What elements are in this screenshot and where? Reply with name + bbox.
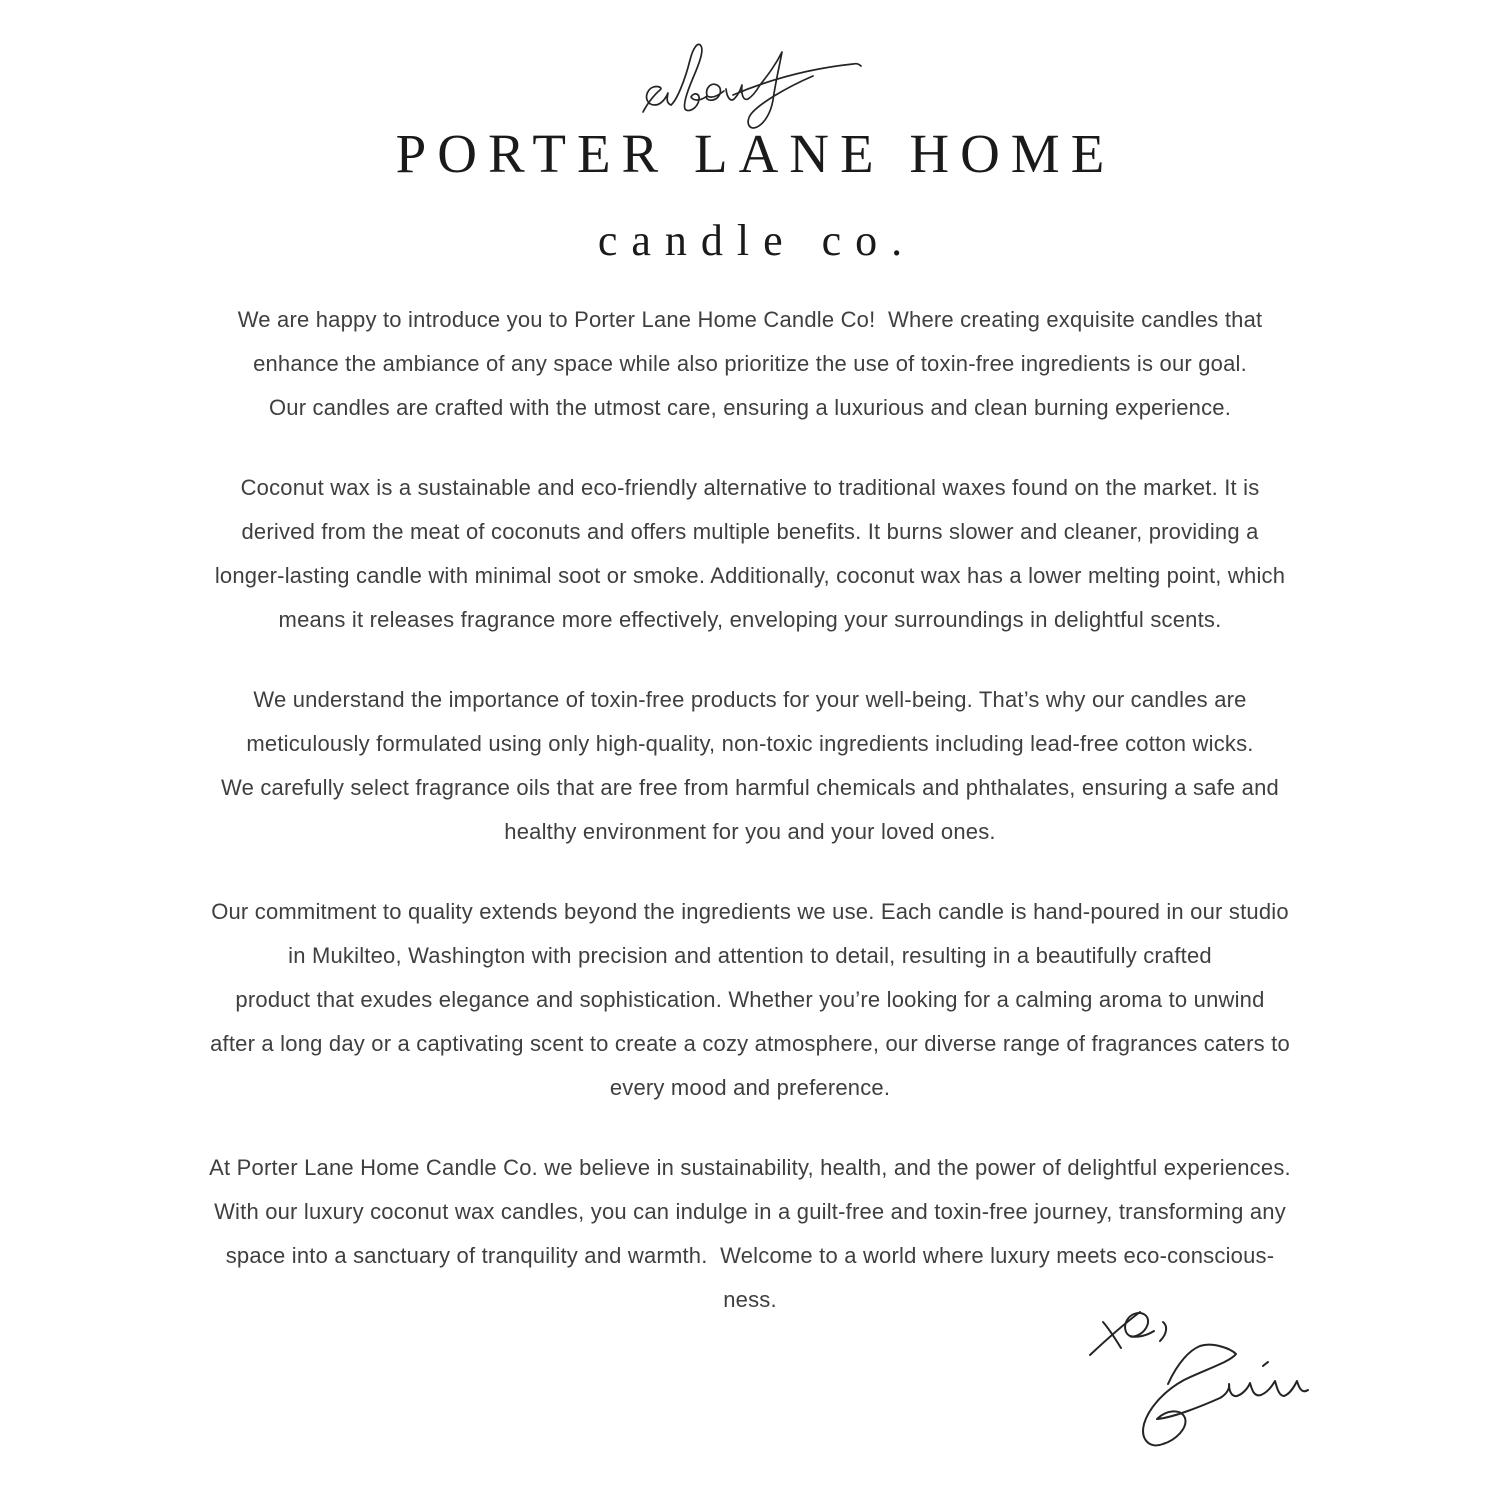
brand-title: PORTER LANE HOME [395,123,1116,184]
body-line: With our luxury coconut wax candles, you can indulge in a guilt-free and toxin-free journey, transforming any [214,1199,1286,1224]
body-line: product that exudes elegance and sophistication. Whether you’re looking for a calming aroma to unwind [235,987,1265,1012]
body-line: meticulously formulated using only high-quality, non-toxic ingredients including lead-free cotton wicks. [246,731,1254,756]
body-line: means it releases fragrance more effectively, enveloping your surroundings in delightful scents. [278,607,1222,632]
toxin-free-paragraph [95,678,1405,854]
body-copy [95,298,1405,1322]
coconut-wax-paragraph [95,466,1405,642]
body-line: in Mukilteo, Washington with precision and attention to detail, resulting in a beautifully crafted [288,943,1212,968]
body-line: longer-lasting candle with minimal soot or smoke. Additionally, coconut wax has a lower melting point, which [214,563,1286,588]
signature-script [1055,1278,1400,1483]
body-line: At Porter Lane Home Candle Co. we believe in sustainability, health, and the power of delightful experiences. [209,1155,1291,1180]
body-line: Coconut wax is a sustainable and eco-friendly alternative to traditional waxes found on the market. It is [240,475,1260,500]
body-line: every mood and preference. [609,1075,891,1100]
intro-paragraph [95,298,1405,430]
body-line: We carefully select fragrance oils that are free from harmful chemicals and phthalates, ensuring a safe and [221,775,1279,800]
body-line: ness. [723,1287,777,1312]
body-line: space into a sanctuary of tranquility and warmth. Welcome to a world where luxury meets eco-conscious- [225,1243,1275,1268]
signature-text [0,1322,1,1323]
brand-subtitle: candle co. [597,216,917,265]
body-line: Our candles are crafted with the utmost care, ensuring a luxurious and clean burning experience. [268,395,1232,420]
body-line: enhance the ambiance of any space while also prioritize the use of toxin-free ingredients is our goal. [253,351,1247,376]
body-line: after a long day or a captivating scent to create a cozy atmosphere, our diverse range of fragrances caters to [210,1031,1290,1056]
body-line: healthy environment for you and your loved ones. [504,819,996,844]
body-line: We are happy to introduce you to Porter Lane Home Candle Co! Where creating exquisite candles that [237,307,1263,332]
page-header [0,0,1500,266]
quality-paragraph [95,890,1405,1110]
body-line: derived from the meat of coconuts and offers multiple benefits. It burns slower and cleaner, providing a [241,519,1259,544]
body-line: Our commitment to quality extends beyond the ingredients we use. Each candle is hand-poured in our studio [211,899,1289,924]
body-line: We understand the importance of toxin-free products for your well-being. That’s why our candles are [253,687,1247,712]
